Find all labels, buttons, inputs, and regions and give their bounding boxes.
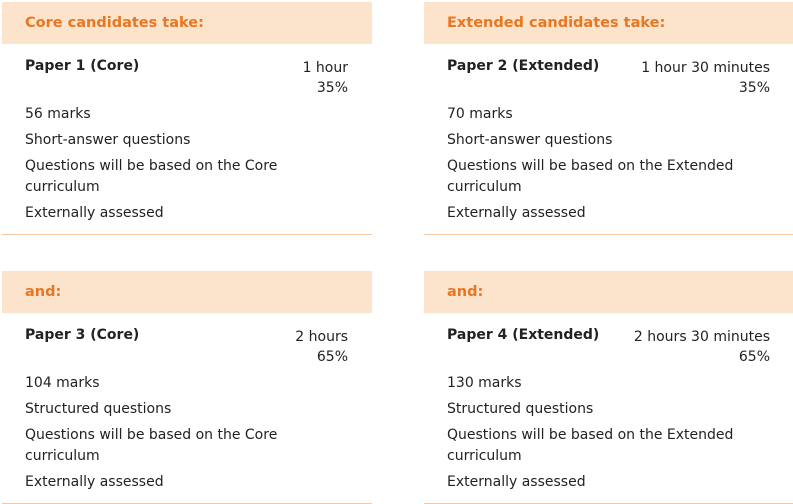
- paper-marks: 70 marks: [447, 106, 513, 122]
- curriculum-basis: Questions will be based on the Core curriculum: [25, 158, 278, 195]
- question-type: Short-answer questions: [447, 132, 613, 148]
- assessment-type: Externally assessed: [25, 474, 164, 490]
- paper-duration: 1 hour 30 minutes: [641, 60, 770, 76]
- paper-4-panel: [424, 271, 793, 504]
- panel-body: [424, 313, 793, 504]
- paper-title: Paper 2 (Extended): [447, 58, 600, 74]
- question-type: Structured questions: [447, 401, 594, 417]
- paper-duration: 2 hours 30 minutes: [633, 329, 770, 345]
- panel-body: [424, 44, 793, 235]
- paper-title: Paper 1 (Core): [25, 58, 140, 74]
- paper-weight: 35%: [316, 80, 348, 96]
- question-type: Structured questions: [25, 401, 172, 417]
- panel-body: [2, 313, 372, 504]
- paper-duration: 2 hours: [295, 329, 348, 345]
- assessment-type: Externally assessed: [25, 205, 164, 221]
- assessment-type: Externally assessed: [447, 205, 586, 221]
- paper-duration-weight: [634, 327, 770, 367]
- title-row: [447, 327, 770, 365]
- paper-1-panel: [2, 2, 372, 235]
- panel-header: Extended candidates take:: [424, 2, 793, 44]
- panel-header: and:: [424, 271, 793, 313]
- paper-weight: 65%: [316, 349, 348, 365]
- title-row: [25, 58, 348, 96]
- panel-body: [2, 44, 372, 235]
- paper-duration-weight: [303, 58, 348, 98]
- curriculum-basis: Questions will be based on the Extended curriculum: [447, 158, 734, 195]
- paper-duration-weight: [641, 58, 770, 98]
- assessment-type: Externally assessed: [447, 474, 586, 490]
- paper-2-panel: [424, 2, 793, 235]
- paper-3-panel: [2, 271, 372, 504]
- title-row: [25, 327, 348, 365]
- curriculum-basis: Questions will be based on the Core curriculum: [25, 427, 278, 464]
- paper-weight: 65%: [738, 349, 770, 365]
- paper-duration: 1 hour: [302, 60, 348, 76]
- paper-duration-weight: [295, 327, 348, 367]
- curriculum-basis: Questions will be based on the Extended curriculum: [447, 427, 734, 464]
- paper-title: Paper 4 (Extended): [447, 327, 600, 343]
- title-row: [447, 58, 770, 96]
- panel-header: and:: [2, 271, 372, 313]
- panel-header: Core candidates take:: [2, 2, 372, 44]
- paper-title: Paper 3 (Core): [25, 327, 140, 343]
- paper-marks: 130 marks: [447, 375, 522, 391]
- paper-weight: 35%: [738, 80, 770, 96]
- paper-marks: 56 marks: [25, 106, 91, 122]
- question-type: Short-answer questions: [25, 132, 191, 148]
- paper-marks: 104 marks: [25, 375, 100, 391]
